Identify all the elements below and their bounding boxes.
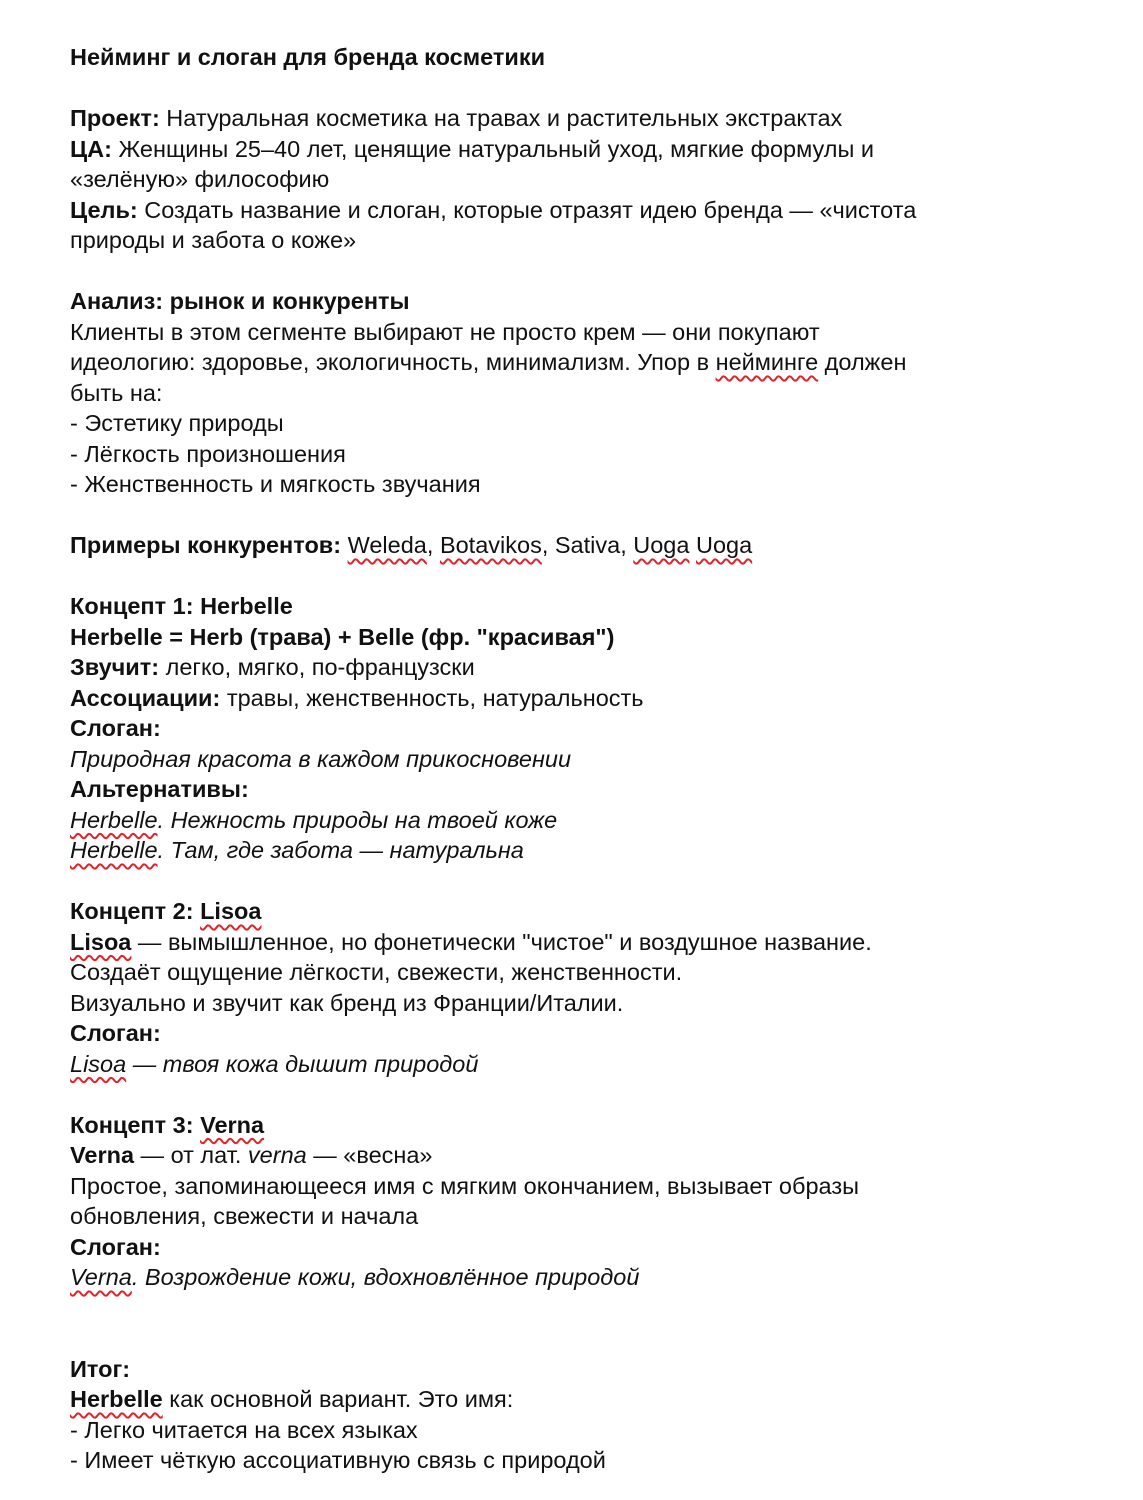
list-item: - Лёгкость произношения — [70, 440, 346, 467]
summary-line: Herbelle как основной вариант. Это имя: — [70, 1386, 514, 1412]
slogan-label: Слоган: — [70, 1233, 161, 1260]
audience-line — [70, 134, 1110, 165]
brand-name: Verna — [200, 1111, 265, 1138]
brand-name: Herbelle — [70, 806, 158, 833]
spacer — [70, 561, 1110, 592]
spacer — [70, 1293, 1110, 1354]
concept-2-desc-1: Lisoa — вымышленное, но фонетически "чистое" и воздушное название. — [70, 928, 872, 955]
goal-line-2: природы и забота о коже» — [70, 227, 357, 253]
brand-name: Herbelle — [70, 1386, 163, 1412]
audience-text: Женщины 25–40 лет, ценящие натуральный уход, мягкие формулы и — [111, 135, 875, 162]
spellcheck-word: нейминге — [715, 349, 819, 375]
list-item: - Легко читается на всех языках — [70, 1416, 418, 1443]
competitor-name: Botavikos — [439, 532, 542, 558]
analysis-text: должен — [818, 349, 907, 375]
concept-3-heading: Концепт 3: Verna — [70, 1111, 265, 1138]
project-label: Проект: — [70, 105, 160, 131]
spacer — [70, 500, 1110, 531]
document-body — [70, 42, 1110, 1476]
concept-2-slogan: Lisoa — твоя кожа дышит природой — [70, 1050, 479, 1077]
list-item: - Женственность и мягкость звучания — [70, 471, 481, 497]
concept-1-associations: Ассоциации: травы, женственность, натуральность — [70, 684, 644, 711]
brand-name: Lisoa — [70, 1050, 127, 1077]
document-title: Нейминг и слоган для бренда косметики — [70, 44, 546, 70]
analysis-heading: Анализ: рынок и конкуренты — [70, 288, 410, 314]
alternatives-label: Альтернативы: — [70, 776, 249, 802]
analysis-text: идеологию: здоровье, экологичность, минимализм. Упор в — [70, 349, 716, 375]
concept-3-desc-3: обновления, свежести и начала — [70, 1203, 419, 1229]
goal-text: Создать название и слоган, которые отразят идею бренда — «чистота — [137, 196, 917, 223]
concept-3-desc-2: Простое, запоминающееся имя с мягким окончанием, вызывает образы — [70, 1172, 859, 1199]
goal-label: Цель: — [70, 196, 138, 223]
competitor-name: Uoga — [695, 532, 753, 558]
brand-name: Verna — [70, 1142, 135, 1168]
competitor-name: Weleda — [347, 532, 427, 558]
audience-label: ЦА: — [70, 135, 112, 162]
slogan-label: Слоган: — [70, 715, 161, 741]
summary-heading: Итог: — [70, 1355, 131, 1382]
sound-label: Звучит: — [70, 654, 160, 680]
concept-1-slogan: Природная красота в каждом прикосновении — [70, 745, 572, 772]
spacer — [70, 73, 1110, 104]
brand-name: Herbelle — [70, 837, 158, 863]
slogan-label: Слоган: — [70, 1020, 161, 1046]
concept-2-desc-2: Создаёт ощущение лёгкости, свежести, женственности. — [70, 959, 683, 985]
concept-3-slogan: Verna. Возрождение кожи, вдохновлённое природой — [70, 1264, 640, 1290]
analysis-line-2 — [70, 347, 1110, 378]
spacer — [70, 256, 1110, 287]
concept-1-sound: Звучит: легко, мягко, по-французски — [70, 654, 475, 680]
competitors-label: Примеры конкурентов: — [70, 532, 342, 558]
list-item: - Эстетику природы — [70, 410, 284, 436]
analysis-line-1: Клиенты в этом сегменте выбирают не просто крем — они покупают — [70, 318, 820, 345]
brand-name: Lisoa — [200, 898, 262, 924]
spacer — [70, 866, 1110, 897]
concept-2-desc-3: Визуально и звучит как бренд из Франции/Италии. — [70, 989, 624, 1016]
audience-line-2: «зелёную» философию — [70, 166, 330, 192]
brand-name: Verna — [70, 1264, 132, 1290]
competitors-line: Примеры конкурентов: Weleda, Botavikos, Sativa, Uoga Uoga — [70, 532, 753, 558]
concept-1-heading: Концепт 1: Herbelle — [70, 593, 293, 619]
spacer — [70, 1079, 1110, 1110]
concept-2-heading: Концепт 2: Lisoa — [70, 898, 262, 924]
competitor-name: Uoga — [633, 532, 690, 558]
alternative-slogan: Herbelle. Нежность природы на твоей коже — [70, 806, 558, 833]
associations-label: Ассоциации: — [70, 684, 221, 711]
project-text: Натуральная косметика на травах и растительных экстрактах — [159, 105, 843, 131]
brand-name: Lisoa — [70, 928, 132, 955]
list-item: - Имеет чёткую ассоциативную связь с природой — [70, 1447, 606, 1473]
concept-1-formula: Herbelle = Herb (трава) + Belle (фр. "красивая") — [70, 623, 615, 650]
analysis-line-3: быть на: — [70, 379, 163, 406]
concept-3-desc-1: Verna — от лат. verna — «весна» — [70, 1142, 433, 1168]
project-line — [70, 103, 1110, 134]
alternative-slogan: Herbelle. Там, где забота — натуральна — [70, 837, 524, 863]
goal-line — [70, 195, 1110, 226]
